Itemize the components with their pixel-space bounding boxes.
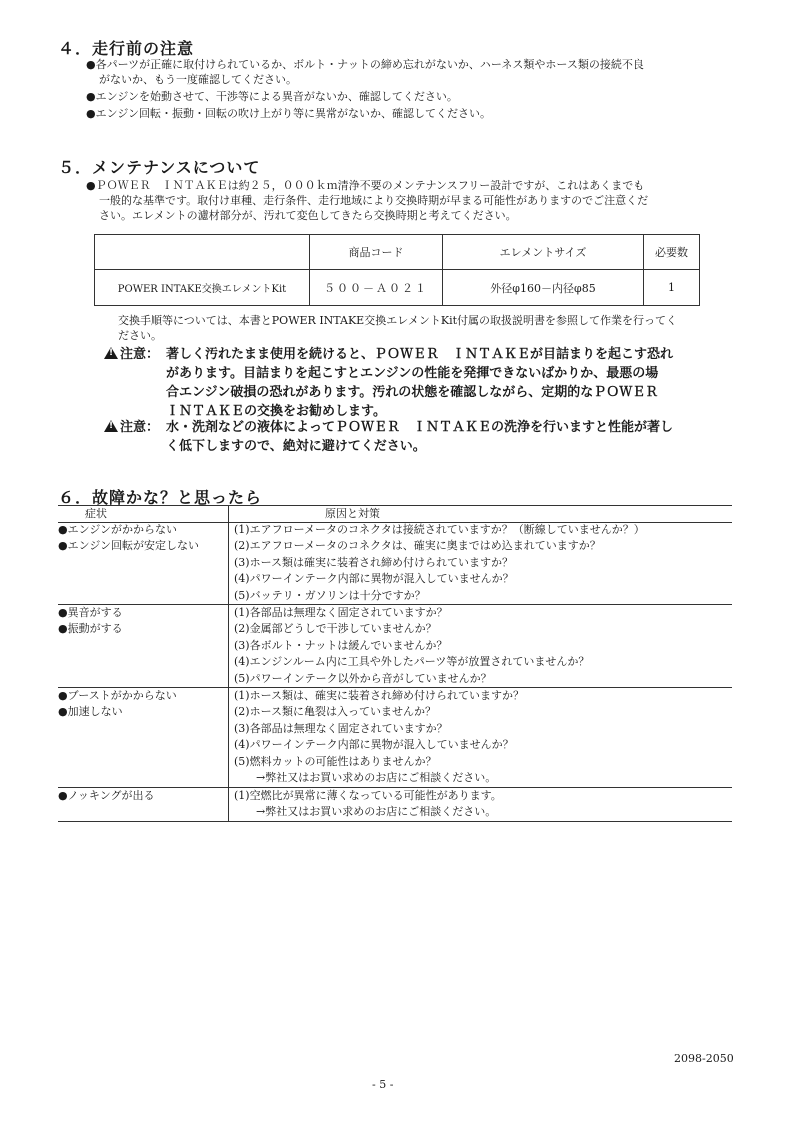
kit-element-size: 外径φ160－内径φ85	[443, 270, 644, 306]
caution2-line2: く低下しますので、絶対に避けてください。	[166, 439, 426, 454]
trouble-header-symptom: 症状	[85, 507, 107, 520]
kit-quantity: 1	[644, 270, 700, 306]
caution1-label-text: 注意：	[120, 347, 160, 362]
caution1-line4: ＩＮＴＡＫＥの交換をお勧めします。	[166, 404, 386, 419]
kit-header-blank	[95, 235, 310, 270]
section5-note-line2: ださい。	[118, 329, 162, 342]
caution2-line1: 水・洗剤などの液体によってＰＯＷＥＲ ＩＮＴＡＫＥの洗浄を行いますと性能が著し	[166, 420, 674, 435]
trouble-table-column-divider	[228, 505, 229, 821]
section5-note-line1: 交換手順等については、本書とPOWER INTAKE交換エレメントKit付属の取扱説明書を参照して作業を行ってく	[118, 314, 678, 327]
cause-item: (3)ホース類は確実に装着され締め付けられていますか？	[234, 556, 514, 569]
caution1-line1: 著しく汚れたまま使用を続けると、ＰＯＷＥＲ ＩＮＴＡＫＥが目詰まりを起こす恐れ	[166, 347, 674, 362]
cause-item: (4)パワーインテーク内部に異物が混入していませんか？	[234, 738, 514, 751]
cause-item: →弊社又はお買い求めのお店にご相談ください。	[234, 805, 497, 818]
section5-para-line3: さい。エレメントの濾材部分が、汚れて変色してきたら交換時期と考えてください。	[99, 209, 517, 222]
caution2-label	[104, 418, 159, 437]
cause-item: (4)パワーインテーク内部に異物が混入していませんか？	[234, 572, 514, 585]
trouble-header-cause: 原因と対策	[325, 507, 380, 520]
symptom-no-start: ●エンジンがかからない	[58, 523, 178, 536]
kit-product-code: ５００－Ａ０２１	[310, 270, 443, 306]
symptom-knocking: ●ノッキングが出る	[58, 789, 155, 802]
section4-bullet3: ●エンジン回転・振動・回転の吹け上がり等に異常がないか、確認してください。	[86, 107, 492, 120]
symptom-vibration: ●振動がする	[58, 622, 123, 635]
kit-product-name: POWER INTAKE交換エレメントKit	[95, 270, 310, 306]
kit-header-quantity: 必要数	[644, 235, 700, 270]
element-kit-table	[94, 234, 700, 306]
section4-bullet1-line2: がないか、もう一度確認してください。	[99, 73, 297, 86]
cause-item: (2)エアフローメータのコネクタは、確実に奥まではめ込まれていますか？	[234, 539, 601, 552]
cause-item: (5)燃料カットの可能性はありませんか？	[234, 755, 437, 768]
document-code: 2098-2050	[674, 1052, 734, 1065]
section5-heading: ５．メンテナンスについて	[58, 158, 261, 177]
cause-item: (2)金属部どうしで干渉していませんか？	[234, 622, 437, 635]
cause-item: (4)エンジンルーム内に工具や外したパーツ等が放置されていませんか？	[234, 655, 590, 668]
symptom-no-acceleration: ●加速しない	[58, 705, 123, 718]
symptom-unstable-rpm: ●エンジン回転が安定しない	[58, 539, 200, 552]
page-number: - 5 -	[372, 1078, 394, 1091]
kit-table-row	[95, 270, 700, 306]
caution1-line2: があります。目詰まりを起こすとエンジンの性能を発揮できないばかりか、最悪の場	[166, 366, 659, 381]
section4-bullet2: ●エンジンを始動させて、干渉等による異音がないか、確認してください。	[86, 90, 458, 103]
trouble-table-bottom-rule	[58, 821, 732, 822]
symptom-no-boost: ●ブーストがかからない	[58, 689, 177, 702]
trouble-table-top-rule	[58, 505, 732, 506]
cause-item: (3)各ボルト・ナットは緩んでいませんか？	[234, 639, 448, 652]
cause-item: (3)各部品は無理なく固定されていますか？	[234, 722, 448, 735]
cause-item: (5)バッテリ・ガソリンは十分ですか？	[234, 589, 426, 602]
cause-item: (5)パワーインテーク以外から音がしていませんか？	[234, 672, 492, 685]
caution1-line3: 合エンジン破損の恐れがあります。汚れの状態を確認しながら、定期的なＰＯＷＥＲ	[166, 385, 659, 400]
cause-item: (1)エアフローメータのコネクタは接続されていますか？（断線していませんか？）	[234, 523, 645, 536]
kit-table-header-row	[95, 235, 700, 270]
section5-para-line1: ●ＰＯＷＥＲ ＩＮＴＡＫＥは約２５，０００ｋｍ清浄不要のメンテナンスフリー設計ですが、これはあくまでも	[86, 179, 645, 192]
warning-triangle-icon	[104, 420, 118, 432]
caution2-label-text: 注意：	[120, 420, 160, 435]
cause-item: (1)各部品は無理なく固定されていますか？	[234, 606, 448, 619]
section6-heading: ６．故障かな？と思ったら	[58, 488, 263, 507]
caution1-label	[104, 345, 159, 364]
cause-item: (1)ホース類は、確実に装着され締め付けられていますか？	[234, 689, 525, 702]
kit-header-element-size: エレメントサイズ	[443, 235, 644, 270]
cause-item: (1)空燃比が異常に薄くなっている可能性があります。	[234, 789, 502, 802]
symptom-abnormal-noise: ●異音がする	[58, 606, 123, 619]
section5-para-line2: 一般的な基準です。取付け車種、走行条件、走行地域により交換時期が早まる可能性がありますのでご注意くだ	[99, 194, 649, 207]
cause-item: →弊社又はお買い求めのお店にご相談ください。	[234, 771, 497, 784]
cause-item: (2)ホース類に亀裂は入っていませんか？	[234, 705, 437, 718]
section4-bullet1-line1: ●各パーツが正確に取付けられているか、ボルト・ナットの締め忘れがないか、ハーネス類やホース類の接続不良	[86, 58, 644, 71]
section4-heading: ４．走行前の注意	[58, 39, 195, 58]
warning-triangle-icon	[104, 347, 118, 359]
kit-header-product-code: 商品コード	[310, 235, 443, 270]
